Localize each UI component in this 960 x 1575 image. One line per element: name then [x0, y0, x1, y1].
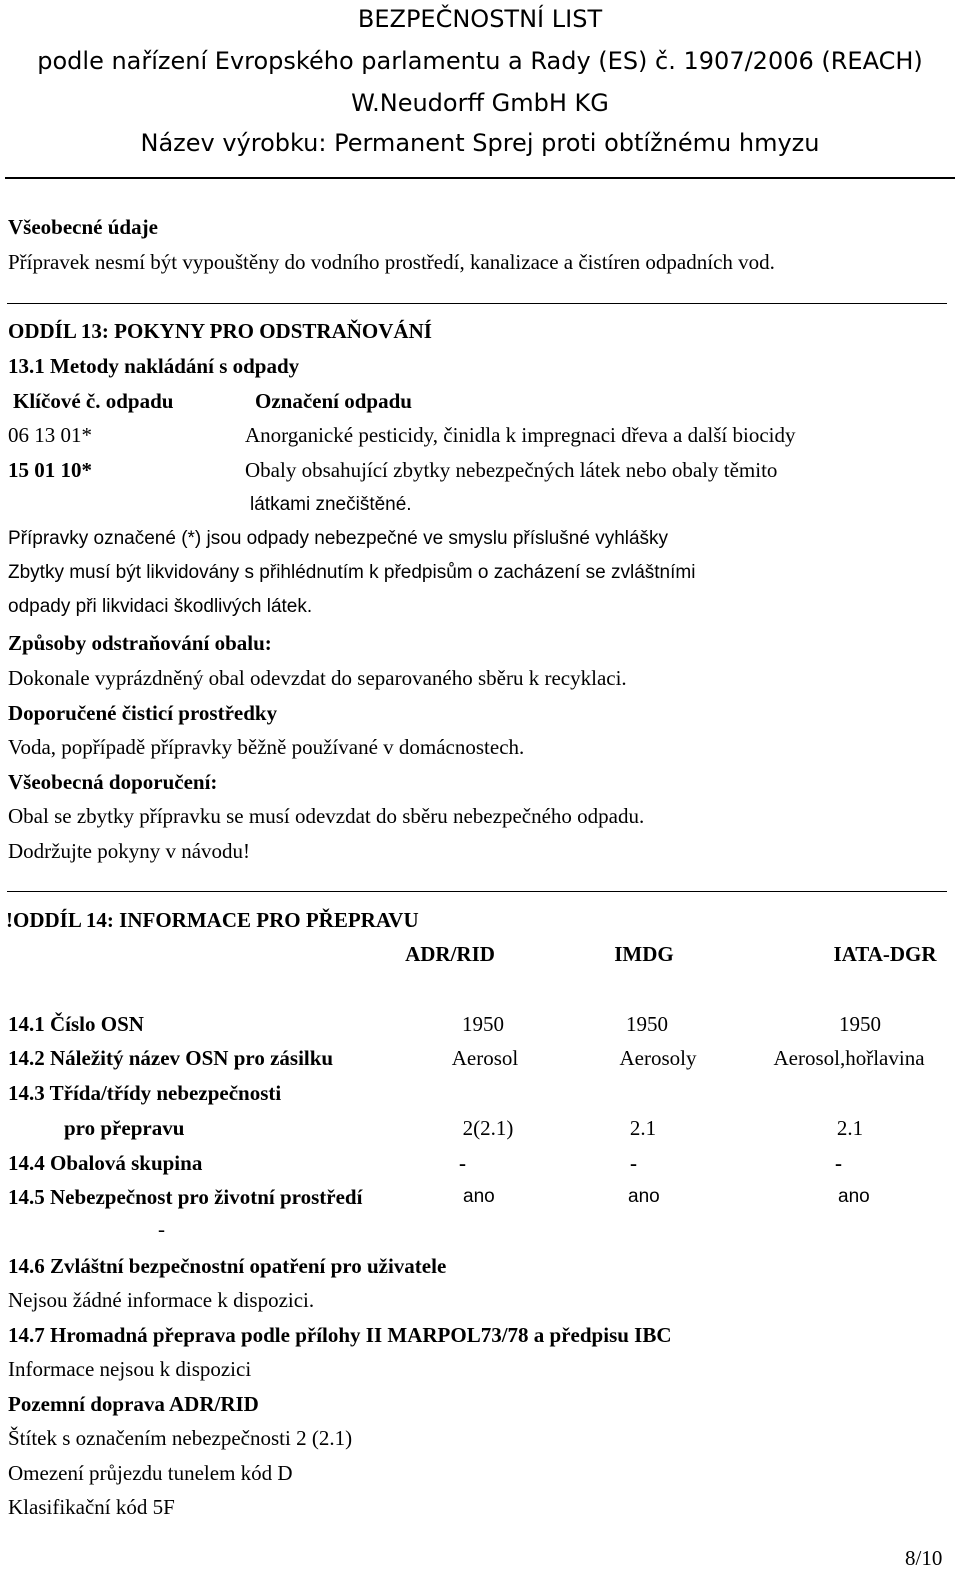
waste-description: Obaly obsahující zbytky nebezpečných látek nebo obaly těmito — [245, 458, 778, 482]
transport-row-label-continued: pro přepravu — [64, 1116, 185, 1140]
imdg-value: ano — [628, 1186, 660, 1207]
iata-value: 2.1 — [836, 1116, 864, 1140]
iata-value: Aerosol,hořlavina — [773, 1046, 925, 1070]
imdg-value: - — [630, 1151, 637, 1175]
imdg-value: 2.1 — [629, 1116, 657, 1140]
cleaning-agents-text: Voda, popřípadě přípravky běžně používané v domácnostech. — [8, 735, 525, 759]
adr-value: - — [459, 1151, 466, 1175]
land-transport-line: Klasifikační kód 5F — [8, 1495, 175, 1519]
land-transport-line: Štítek s označením nebezpečnosti 2 (2.1) — [8, 1426, 353, 1450]
user-precautions-text: Nejsou žádné informace k dispozici. — [8, 1288, 315, 1312]
iata-dgr-column-header: IATA-DGR — [833, 942, 937, 966]
general-text: Přípravek nesmí být vypouštěny do vodního prostředí, kanalizace a čistíren odpadních vod. — [8, 250, 775, 274]
waste-key-column-header: Klíčové č. odpadu — [13, 389, 174, 413]
iata-value: - — [835, 1151, 842, 1175]
section-divider — [7, 303, 947, 304]
page-number: 8/10 — [905, 1546, 943, 1570]
general-heading: Všeobecné údaje — [8, 215, 158, 239]
iata-value: 1950 — [839, 1012, 881, 1036]
cleaning-agents-heading: Doporučené čisticí prostředky — [8, 701, 278, 725]
general-recommendations-heading: Všeobecná doporučení: — [8, 770, 218, 794]
adr-value: 1950 — [462, 1012, 504, 1036]
waste-description: Anorganické pesticidy, činidla k impregnaci dřeva a další biocidy — [245, 423, 796, 447]
imdg-value: 1950 — [626, 1012, 668, 1036]
section13-heading: ODDÍL 13: POKYNY PRO ODSTRAŇOVÁNÍ — [8, 319, 432, 343]
document-title: BEZPEČNOSTNÍ LIST — [357, 5, 603, 33]
header-divider — [5, 177, 955, 179]
product-name: Název výrobku: Permanent Sprej proti obtížnému hmyzu — [140, 129, 820, 157]
regulation-line: podle nařízení Evropského parlamentu a Rady (ES) č. 1907/2006 (REACH) — [37, 47, 923, 75]
iata-value: ano — [838, 1186, 870, 1207]
company-name: W.Neudorff GmbH KG — [351, 89, 609, 117]
waste-code: 15 01 10* — [8, 458, 92, 482]
adr-rid-column-header: ADR/RID — [405, 942, 495, 966]
waste-description-continued: látkami znečištěné. — [250, 494, 412, 515]
waste-designation-column-header: Označení odpadu — [255, 389, 412, 413]
transport-row-label: 14.5 Nebezpečnost pro životní prostředí — [8, 1185, 363, 1209]
adr-value: Aerosol — [451, 1046, 519, 1070]
bulk-transport-text: Informace nejsou k dispozici — [8, 1357, 252, 1381]
stray-dash: - — [158, 1217, 165, 1241]
imdg-value: Aerosoly — [619, 1046, 697, 1070]
adr-value: 2(2.1) — [462, 1116, 514, 1140]
packaging-disposal-heading: Způsoby odstraňování obalu: — [8, 631, 272, 655]
disposal-note: Zbytky musí být likvidovány s přihlédnutím k předpisům o zacházení se zvláštními — [8, 562, 696, 583]
bulk-transport-heading: 14.7 Hromadná přeprava podle přílohy II MARPOL73/78 a předpisu IBC — [8, 1323, 672, 1347]
user-precautions-heading: 14.6 Zvláštní bezpečnostní opatření pro uživatele — [8, 1254, 447, 1278]
transport-row-label: 14.3 Třída/třídy nebezpečnosti — [8, 1081, 282, 1105]
packaging-disposal-text: Dokonale vyprázdněný obal odevzdat do separovaného sběru k recyklaci. — [8, 666, 627, 690]
waste-code: 06 13 01* — [8, 423, 92, 447]
imdg-column-header: IMDG — [614, 942, 674, 966]
land-transport-heading: Pozemní doprava ADR/RID — [8, 1392, 259, 1416]
section13-subheading: 13.1 Metody nakládání s odpady — [8, 354, 300, 378]
section14-heading: !ODDÍL 14: INFORMACE PRO PŘEPRAVU — [6, 908, 419, 932]
adr-value: ano — [463, 1186, 495, 1207]
general-recommendations-text: Dodržujte pokyny v návodu! — [8, 839, 251, 863]
transport-row-label: 14.2 Náležitý název OSN pro zásilku — [8, 1046, 334, 1070]
hazard-note: Přípravky označené (*) jsou odpady nebezpečné ve smyslu příslušné vyhlášky — [8, 528, 669, 549]
general-recommendations-text: Obal se zbytky přípravku se musí odevzdat do sběru nebezpečného odpadu. — [8, 804, 645, 828]
transport-row-label: 14.1 Číslo OSN — [8, 1012, 144, 1036]
section-divider — [7, 891, 947, 892]
land-transport-line: Omezení průjezdu tunelem kód D — [8, 1461, 293, 1485]
disposal-note-continued: odpady při likvidaci škodlivých látek. — [8, 596, 313, 617]
transport-row-label: 14.4 Obalová skupina — [8, 1151, 203, 1175]
